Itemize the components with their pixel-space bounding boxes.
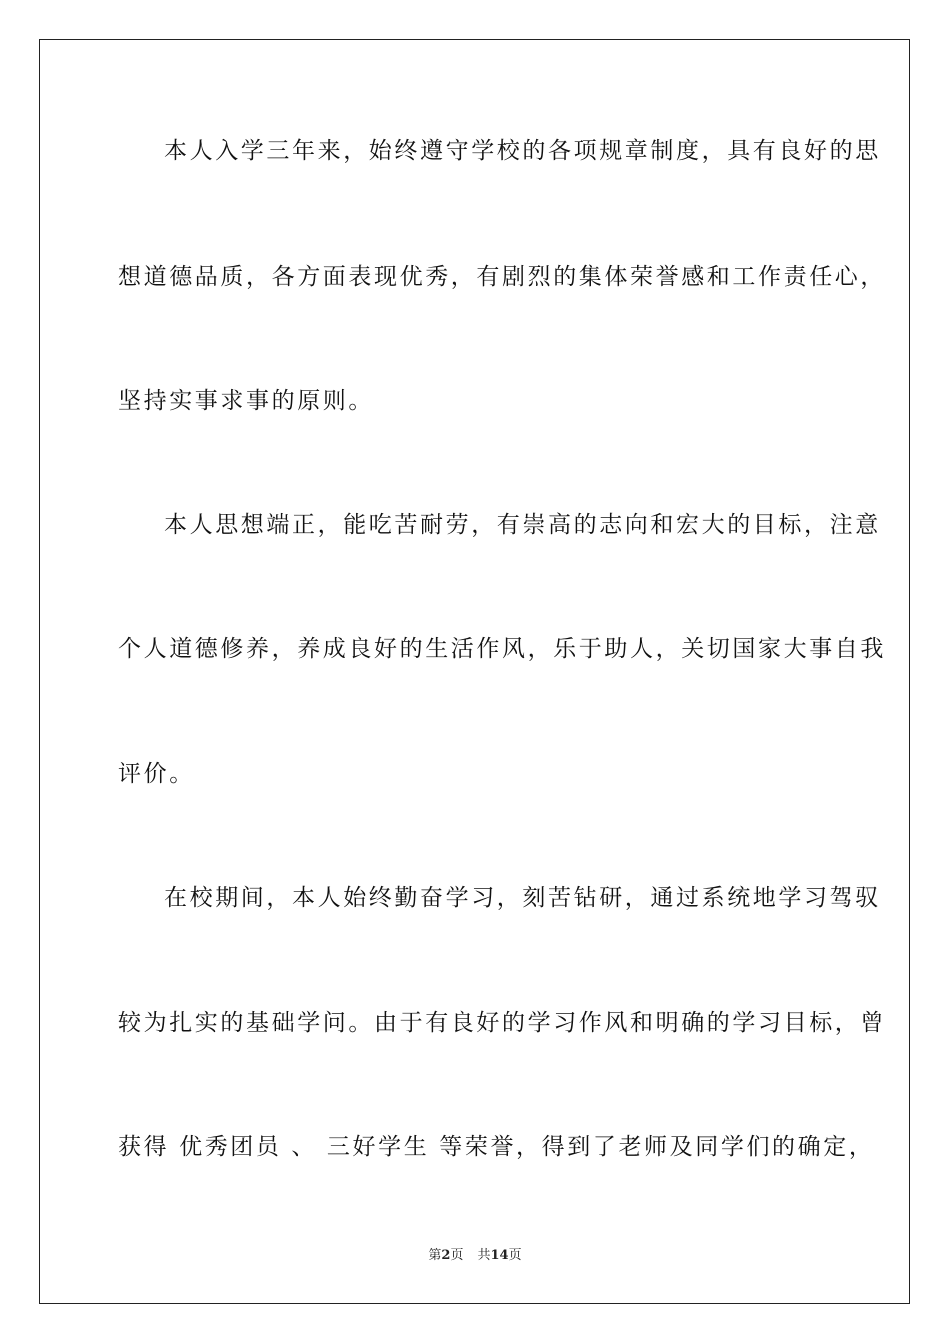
paragraph-3-line-1: 在校期间，本人始终勤奋学习，刻苦钻研，通过系统地学习驾驭 — [164, 885, 881, 911]
page-footer — [0, 1247, 950, 1265]
page-border — [39, 39, 910, 1304]
total-prefix: 共 — [477, 1248, 491, 1263]
page-suffix: 页 — [450, 1248, 464, 1263]
paragraph-2-line-2: 个人道德修养，养成良好的生活作风，乐于助人，关切国家大事自我 — [118, 636, 886, 662]
total-suffix: 页 — [508, 1248, 522, 1263]
paragraph-2-line-3: 评价。 — [118, 761, 195, 787]
paragraph-2-line-1: 本人思想端正，能吃苦耐劳，有崇高的志向和宏大的目标，注意 — [164, 512, 881, 538]
page-number: 2 — [441, 1248, 451, 1263]
paragraph-1-line-3: 坚持实事求事的原则。 — [118, 388, 374, 414]
page-prefix: 第 — [428, 1248, 442, 1263]
total-pages: 14 — [490, 1248, 509, 1263]
paragraph-1-line-1: 本人入学三年来，始终遵守学校的各项规章制度，具有良好的思 — [164, 138, 881, 164]
paragraph-1-line-2: 想道德品质，各方面表现优秀，有剧烈的集体荣誉感和工作责任心， — [118, 264, 886, 290]
paragraph-3-line-3: 获得 优秀团员 、 三好学生 等荣誉，得到了老师及同学们的确定， — [118, 1134, 875, 1160]
paragraph-3-line-2: 较为扎实的基础学问。由于有良好的学习作风和明确的学习目标，曾 — [118, 1010, 886, 1036]
